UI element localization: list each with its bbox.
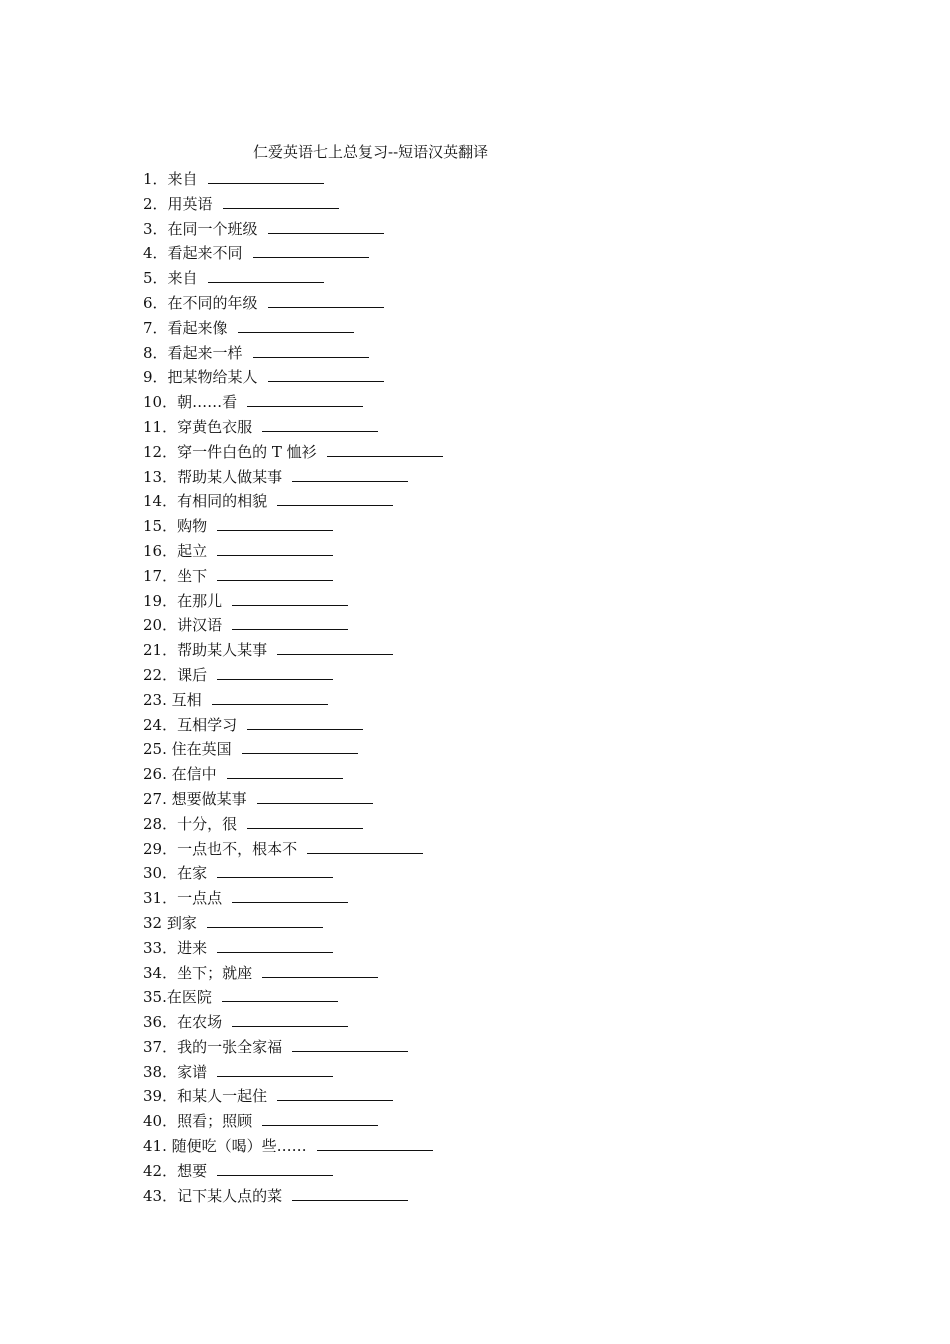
item-phrase: 我的一张全家福	[177, 1037, 283, 1056]
item-phrase: 把某物给某人	[167, 368, 258, 387]
item-phrase: 一点也不，根本不	[177, 839, 298, 858]
answer-blank	[262, 962, 378, 978]
answer-blank	[212, 689, 328, 705]
item-number: 42．	[143, 1161, 178, 1180]
item-number: 29．	[143, 839, 178, 858]
list-item	[143, 787, 703, 812]
item-number: 24．	[143, 715, 178, 734]
list-item	[143, 365, 703, 390]
item-number: 13．	[143, 467, 178, 486]
answer-blank	[292, 466, 408, 482]
answer-blank	[277, 1085, 393, 1101]
list-item	[143, 1109, 703, 1134]
answer-blank	[277, 490, 393, 506]
item-number: 36．	[143, 1013, 178, 1032]
phrase-list	[143, 167, 703, 1208]
item-phrase: 互相学习	[177, 715, 238, 734]
item-number: 25.	[143, 740, 172, 759]
item-phrase: 住在英国	[171, 740, 232, 759]
item-number: 26.	[143, 765, 172, 784]
item-phrase: 朝……看	[177, 393, 238, 412]
list-item	[143, 613, 703, 638]
answer-blank	[247, 813, 363, 829]
answer-blank	[268, 218, 384, 234]
list-item	[143, 663, 703, 688]
page-title: 仁爱英语七上总复习--短语汉英翻译	[253, 143, 489, 161]
answer-blank	[277, 639, 393, 655]
list-item	[143, 266, 703, 291]
answer-blank	[257, 788, 373, 804]
item-phrase: 看起来不同	[167, 244, 243, 263]
item-number: 31．	[143, 889, 178, 908]
answer-blank	[217, 540, 333, 556]
item-number: 19．	[143, 591, 178, 610]
item-number: 17．	[143, 566, 178, 585]
answer-blank	[227, 763, 343, 779]
answer-blank	[317, 1135, 433, 1151]
item-phrase: 穿黄色衣服	[177, 417, 253, 436]
list-item	[143, 539, 703, 564]
answer-blank	[223, 193, 339, 209]
item-phrase: 在家	[177, 864, 208, 883]
item-number: 9．	[143, 368, 168, 387]
list-item	[143, 837, 703, 862]
item-number: 28．	[143, 814, 178, 833]
answer-blank	[268, 366, 384, 382]
item-phrase: 在农场	[177, 1013, 223, 1032]
list-item	[143, 1060, 703, 1085]
item-phrase: 到家	[166, 913, 197, 932]
item-phrase: 坐下	[177, 566, 208, 585]
answer-blank	[242, 738, 358, 754]
answer-blank	[208, 168, 324, 184]
list-item	[143, 1010, 703, 1035]
answer-blank	[247, 714, 363, 730]
answer-blank	[232, 590, 348, 606]
list-item	[143, 812, 703, 837]
item-number: 20．	[143, 616, 178, 635]
item-phrase: 起立	[177, 541, 208, 560]
item-number: 34．	[143, 963, 178, 982]
answer-blank	[222, 986, 338, 1002]
list-item	[143, 886, 703, 911]
item-phrase: 穿一件白色的 T 恤衫	[177, 442, 317, 461]
item-number: 8．	[143, 343, 168, 362]
list-item	[143, 1134, 703, 1159]
item-phrase: 购物	[177, 517, 208, 536]
item-number: 43．	[143, 1186, 178, 1205]
answer-blank	[217, 515, 333, 531]
list-item	[143, 192, 703, 217]
list-item	[143, 390, 703, 415]
item-phrase: 来自	[167, 269, 198, 288]
item-phrase: 随便吃（喝）些……	[171, 1137, 307, 1156]
item-phrase: 想要	[177, 1161, 208, 1180]
item-number: 14．	[143, 492, 178, 511]
list-item	[143, 762, 703, 787]
answer-blank	[208, 267, 324, 283]
list-item	[143, 1184, 703, 1209]
item-phrase: 来自	[167, 170, 198, 188]
item-number: 12．	[143, 442, 178, 461]
item-number: 40．	[143, 1112, 178, 1131]
answer-blank	[268, 292, 384, 308]
list-item	[143, 861, 703, 886]
item-phrase: 看起来一样	[167, 343, 243, 362]
item-phrase: 记下某人点的菜	[177, 1186, 283, 1205]
item-phrase: 十分，很	[177, 814, 238, 833]
item-number: 39．	[143, 1087, 178, 1106]
answer-blank	[238, 317, 354, 333]
item-phrase: 用英语	[167, 194, 213, 213]
list-item	[143, 688, 703, 713]
answer-blank	[292, 1036, 408, 1052]
item-phrase: 讲汉语	[177, 616, 223, 635]
list-item	[143, 241, 703, 266]
list-item	[143, 465, 703, 490]
item-number: 15．	[143, 517, 178, 536]
list-item	[143, 1159, 703, 1184]
item-phrase: 家谱	[177, 1062, 208, 1081]
answer-blank	[232, 614, 348, 630]
answer-blank	[217, 565, 333, 581]
answer-blank	[217, 1061, 333, 1077]
item-number: 37．	[143, 1037, 178, 1056]
list-item	[143, 961, 703, 986]
item-number: 16．	[143, 541, 178, 560]
item-phrase: 有相同的相貌	[177, 492, 268, 511]
answer-blank	[217, 664, 333, 680]
answer-blank	[232, 887, 348, 903]
list-item	[143, 489, 703, 514]
item-phrase: 和某人一起住	[177, 1087, 268, 1106]
list-item	[143, 564, 703, 589]
item-number: 38．	[143, 1062, 178, 1081]
list-item	[143, 1035, 703, 1060]
item-number: 22．	[143, 665, 178, 684]
answer-blank	[292, 1185, 408, 1201]
answer-blank	[217, 862, 333, 878]
item-number: 4．	[143, 244, 168, 263]
list-item	[143, 936, 703, 961]
list-item	[143, 911, 703, 936]
list-item	[143, 440, 703, 465]
item-number: 27.	[143, 789, 172, 808]
item-number: 32	[143, 913, 167, 932]
item-number: 21．	[143, 641, 178, 660]
answer-blank	[217, 1160, 333, 1176]
item-phrase: 在信中	[171, 765, 217, 784]
list-item	[143, 514, 703, 539]
item-phrase: 看起来像	[167, 318, 228, 337]
answer-blank	[232, 1011, 348, 1027]
item-phrase: 一点点	[177, 889, 223, 908]
answer-blank	[253, 242, 369, 258]
item-phrase: 在不同的年级	[167, 293, 258, 312]
item-phrase: 互相	[171, 690, 202, 709]
answer-blank	[307, 838, 423, 854]
item-phrase: 在同一个班级	[167, 219, 258, 238]
answer-blank	[327, 441, 443, 457]
list-item	[143, 589, 703, 614]
item-phrase: 坐下；就座	[177, 963, 253, 982]
item-phrase: 在那儿	[177, 591, 223, 610]
list-item	[143, 713, 703, 738]
item-number: 10．	[143, 393, 178, 412]
item-number: 1．	[143, 170, 168, 188]
list-item	[143, 291, 703, 316]
item-number: 5．	[143, 269, 168, 288]
item-phrase: 进来	[177, 938, 208, 957]
answer-blank	[207, 912, 323, 928]
list-item	[143, 316, 703, 341]
list-item	[143, 737, 703, 762]
list-item	[143, 638, 703, 663]
item-number: 6．	[143, 293, 168, 312]
item-phrase: 课后	[177, 665, 208, 684]
list-item	[143, 341, 703, 366]
item-phrase: 帮助某人做某事	[177, 467, 283, 486]
item-number: 33．	[143, 938, 178, 957]
answer-blank	[262, 416, 378, 432]
item-number: 7．	[143, 318, 168, 337]
list-item	[143, 217, 703, 242]
item-phrase: 照看；照顾	[177, 1112, 253, 1131]
item-phrase: 想要做某事	[171, 789, 247, 808]
item-phrase: 帮助某人某事	[177, 641, 268, 660]
answer-blank	[247, 391, 363, 407]
item-number: 2．	[143, 194, 168, 213]
item-phrase: 在医院	[166, 988, 212, 1007]
list-item	[143, 415, 703, 440]
item-number: 35.	[143, 988, 167, 1007]
answer-blank	[262, 1110, 378, 1126]
item-number: 11．	[143, 417, 178, 436]
list-item	[143, 1084, 703, 1109]
item-number: 3．	[143, 219, 168, 238]
item-number: 23.	[143, 690, 172, 709]
item-number: 41.	[143, 1137, 172, 1156]
item-number: 30．	[143, 864, 178, 883]
answer-blank	[217, 937, 333, 953]
answer-blank	[253, 342, 369, 358]
list-item	[143, 167, 703, 192]
list-item	[143, 985, 703, 1010]
